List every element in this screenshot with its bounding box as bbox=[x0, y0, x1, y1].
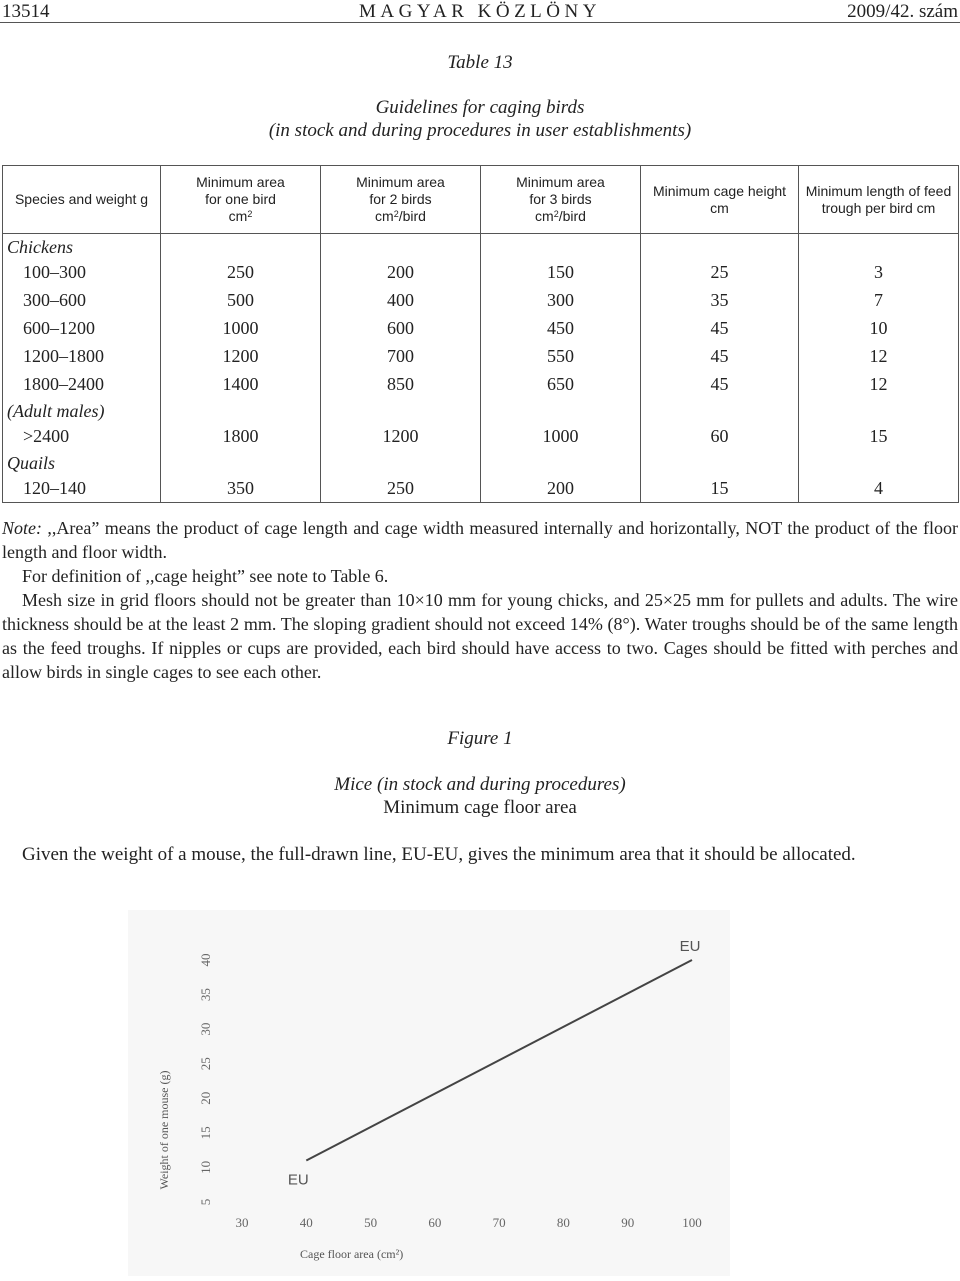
table-note bbox=[2, 516, 958, 684]
table-cell: 10 bbox=[799, 314, 959, 342]
x-tick-label: 60 bbox=[428, 1215, 442, 1230]
table-cell: 250 bbox=[161, 258, 321, 286]
table-cell: 15 bbox=[799, 422, 959, 450]
table-cell-empty bbox=[321, 450, 481, 474]
col-cage-height: Minimum cage height cm bbox=[641, 166, 799, 234]
y-tick-label: 35 bbox=[198, 988, 213, 1002]
eu-label-end: EU bbox=[679, 938, 701, 955]
col-area-three-birds: Minimum area for 3 birds $cm^2$/bird bbox=[481, 166, 641, 234]
table-cell: 1400 bbox=[161, 370, 321, 398]
issue-number: 2009/42. szám bbox=[847, 1, 958, 22]
table-row bbox=[3, 342, 959, 370]
table-cell: 1200 bbox=[161, 342, 321, 370]
col-species-weight: Species and weight g bbox=[3, 166, 161, 234]
table-cell: 1000 bbox=[161, 314, 321, 342]
y-tick-label: 20 bbox=[198, 1091, 213, 1105]
table-row bbox=[3, 474, 959, 503]
table-cell-empty bbox=[641, 234, 799, 259]
y-tick-label: 40 bbox=[198, 953, 213, 967]
table-cell: 250 bbox=[321, 474, 481, 503]
caging-birds-table bbox=[2, 165, 959, 503]
table-cell-empty bbox=[641, 450, 799, 474]
col-area-one-bird: Minimum area for one bird $cm^2$ bbox=[161, 166, 321, 234]
y-tick-label: 30 bbox=[198, 1022, 213, 1036]
note-paragraph-mesh: Mesh size in grid floors should not be greater than 10×10 mm for young chicks, and 25×25 mm for pullets and adults. The wire thickness should be at the least 2 mm. The sloping gradient should not exceed 14% (8°). Water troughs should be of the same length as the feed troughs. If nipples or cups are provided, each bird should have access to two. Cages should be fitted with perches and allow birds in single cages to see each other. bbox=[2, 590, 958, 682]
table-row bbox=[3, 422, 959, 450]
table-row bbox=[3, 286, 959, 314]
table-cell-empty bbox=[799, 398, 959, 422]
table-cell: 3 bbox=[799, 258, 959, 286]
x-tick-label: 90 bbox=[621, 1215, 635, 1230]
table-cell: 45 bbox=[641, 342, 799, 370]
eu-label-start: EU bbox=[287, 1171, 309, 1189]
table-cell: 45 bbox=[641, 370, 799, 398]
table-number: Table 13 bbox=[447, 52, 513, 73]
x-tick-label: 100 bbox=[682, 1215, 702, 1230]
table-cell-empty bbox=[161, 450, 321, 474]
table-cell: 25 bbox=[641, 258, 799, 286]
figure-number: Figure 1 bbox=[447, 728, 513, 749]
group-row bbox=[3, 234, 959, 259]
table-cell-empty bbox=[161, 234, 321, 259]
x-tick-label: 30 bbox=[235, 1215, 249, 1230]
figure-subtitle: Minimum cage floor area bbox=[383, 797, 577, 818]
table-cell: 500 bbox=[161, 286, 321, 314]
table-cell-empty bbox=[799, 450, 959, 474]
table-cell: 150 bbox=[481, 258, 641, 286]
page-header bbox=[0, 0, 960, 23]
y-tick-label: 15 bbox=[198, 1126, 213, 1140]
table-cell: 45 bbox=[641, 314, 799, 342]
table-row bbox=[3, 370, 959, 398]
figure-caption: Given the weight of a mouse, the full-drawn line, EU-EU, gives the minimum area that it should be allocated. bbox=[22, 844, 856, 865]
table-cell: 850 bbox=[321, 370, 481, 398]
table-cell: 300 bbox=[481, 286, 641, 314]
chart-svg bbox=[128, 910, 730, 1276]
group-label: Quails bbox=[3, 450, 161, 474]
table-cell-empty bbox=[641, 398, 799, 422]
weight-range-cell: 600–1200 bbox=[3, 314, 161, 342]
table-row bbox=[3, 258, 959, 286]
col-feed-trough-length: Minimum length of feed trough per bird cm bbox=[799, 166, 959, 234]
table-cell: 1000 bbox=[481, 422, 641, 450]
table-cell: 35 bbox=[641, 286, 799, 314]
table-cell: 450 bbox=[481, 314, 641, 342]
x-axis-label: Cage floor area (cm²) bbox=[300, 1247, 404, 1261]
table-cell-empty bbox=[481, 450, 641, 474]
group-label: (Adult males) bbox=[3, 398, 161, 422]
table-cell-empty bbox=[481, 398, 641, 422]
x-tick-label: 80 bbox=[556, 1215, 570, 1230]
table-cell: 15 bbox=[641, 474, 799, 503]
x-tick-label: 50 bbox=[364, 1215, 378, 1230]
table-cell-empty bbox=[799, 234, 959, 259]
table-cell: 60 bbox=[641, 422, 799, 450]
weight-range-cell: 1800–2400 bbox=[3, 370, 161, 398]
table-cell: 200 bbox=[481, 474, 641, 503]
table-cell-empty bbox=[161, 398, 321, 422]
table-cell: 1200 bbox=[321, 422, 481, 450]
page-number: 13514 bbox=[2, 1, 50, 22]
magazine-title: MAGYAR KÖZLÖNY bbox=[359, 1, 601, 22]
weight-range-cell: 120–140 bbox=[3, 474, 161, 503]
table-cell: 1800 bbox=[161, 422, 321, 450]
table-cell: 350 bbox=[161, 474, 321, 503]
y-tick-label: 5 bbox=[198, 1198, 213, 1206]
group-row bbox=[3, 398, 959, 422]
note-paragraph-area: ,,Area” means the product of cage length and cage width measured internally and horizontally, NOT the product of the floor length and floor width. bbox=[2, 518, 958, 562]
y-axis-label: Weight of one mouse (g) bbox=[157, 1070, 171, 1190]
table-cell: 600 bbox=[321, 314, 481, 342]
table-title: Guidelines for caging birds bbox=[375, 97, 585, 118]
group-row bbox=[3, 450, 959, 474]
weight-range-cell: 300–600 bbox=[3, 286, 161, 314]
table-cell-empty bbox=[481, 234, 641, 259]
note-paragraph-cage-height: For definition of ,,cage height” see note to Table 6. bbox=[22, 566, 389, 586]
y-tick-label: 10 bbox=[198, 1160, 213, 1174]
y-tick-label: 25 bbox=[198, 1057, 213, 1071]
table-cell: 12 bbox=[799, 342, 959, 370]
table-cell: 700 bbox=[321, 342, 481, 370]
x-tick-label: 40 bbox=[299, 1215, 313, 1230]
weight-range-cell: >2400 bbox=[3, 422, 161, 450]
table-cell: 12 bbox=[799, 370, 959, 398]
figure-title: Mice (in stock and during procedures) bbox=[334, 774, 626, 795]
weight-range-cell: 1200–1800 bbox=[3, 342, 161, 370]
table-cell: 650 bbox=[481, 370, 641, 398]
col-area-two-birds: Minimum area for 2 birds $cm^2$/bird bbox=[321, 166, 481, 234]
table-cell: 200 bbox=[321, 258, 481, 286]
x-tick-label: 70 bbox=[492, 1215, 506, 1230]
table-cell-empty bbox=[321, 234, 481, 259]
table-header-row bbox=[3, 166, 959, 234]
table-cell: 550 bbox=[481, 342, 641, 370]
table-subtitle: (in stock and during procedures in user establishments) bbox=[268, 120, 692, 141]
table-cell: 7 bbox=[799, 286, 959, 314]
table-cell: 4 bbox=[799, 474, 959, 503]
mouse-cage-area-chart bbox=[128, 910, 730, 1276]
group-label: Chickens bbox=[3, 234, 161, 259]
table-cell-empty bbox=[321, 398, 481, 422]
eu-line bbox=[306, 960, 692, 1161]
table-row bbox=[3, 314, 959, 342]
table-cell: 400 bbox=[321, 286, 481, 314]
weight-range-cell: 100–300 bbox=[3, 258, 161, 286]
note-label: Note: bbox=[2, 518, 42, 538]
